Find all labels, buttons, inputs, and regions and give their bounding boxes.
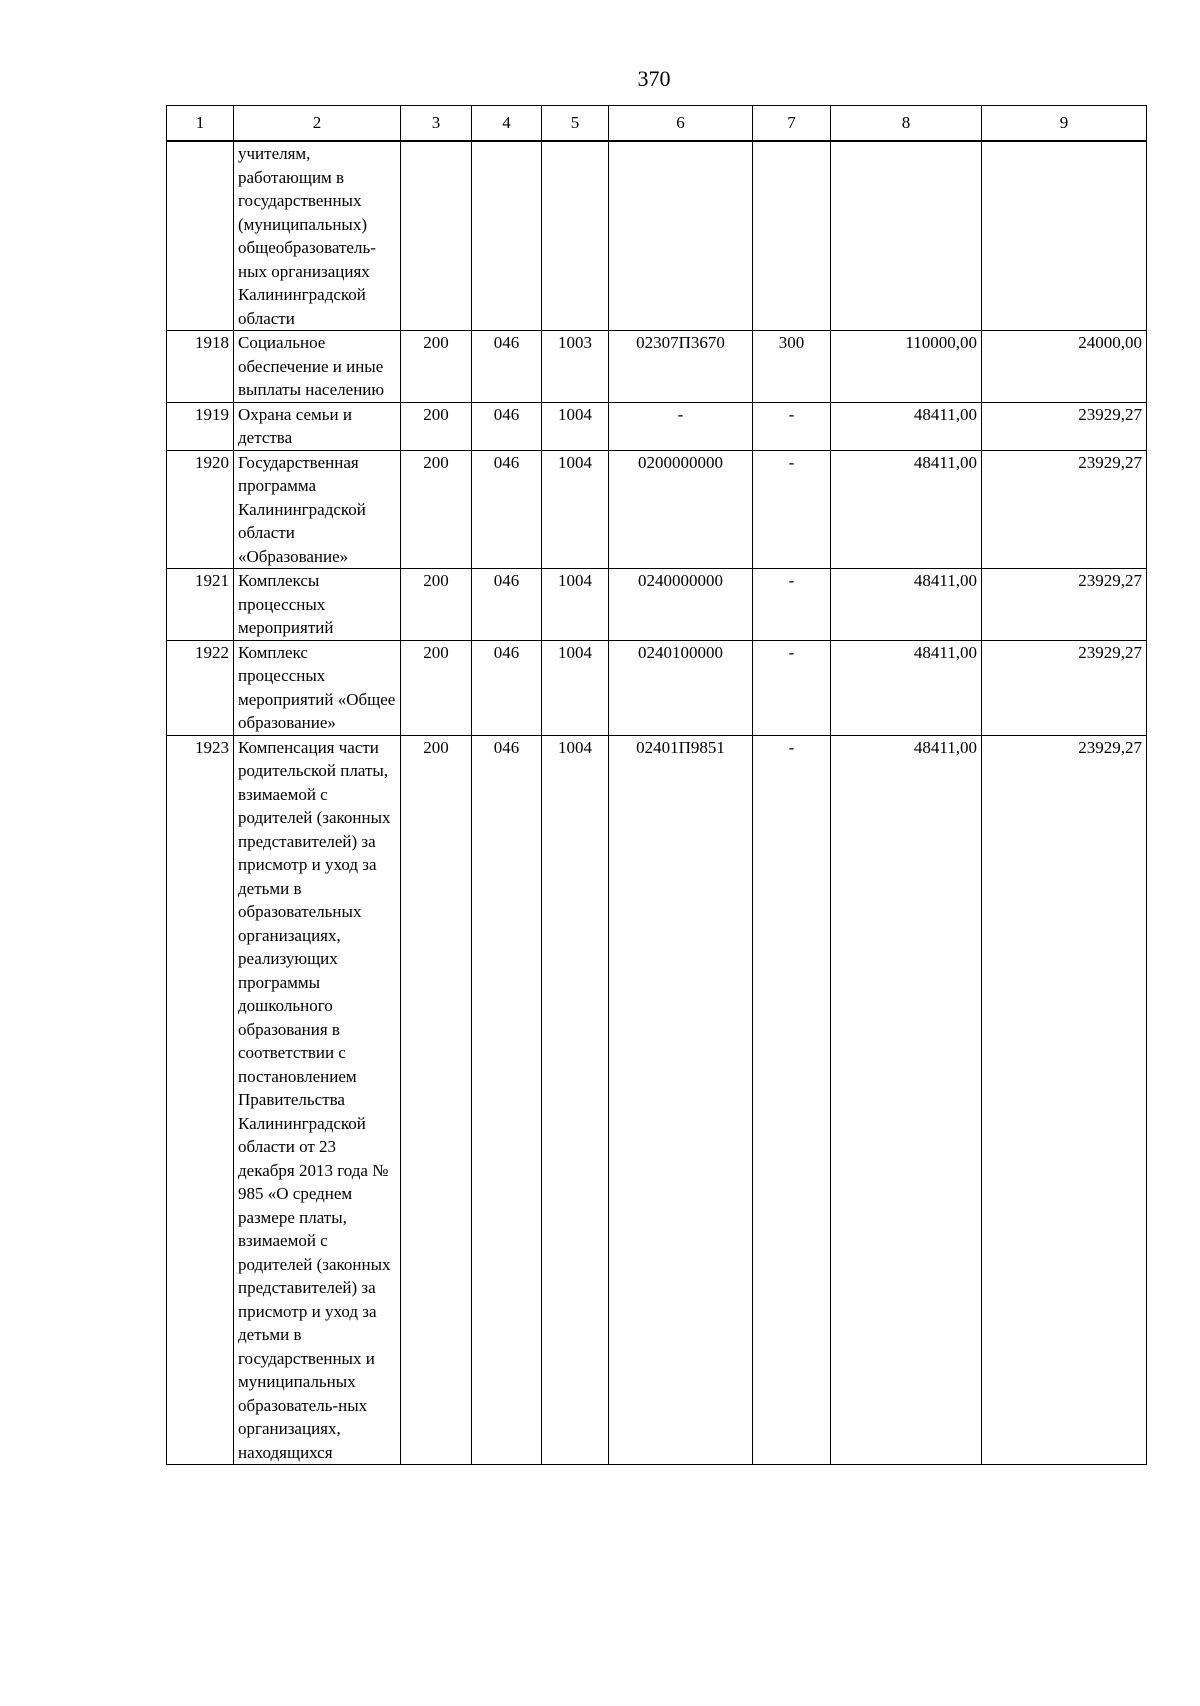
col4-cell: 046 <box>472 402 542 450</box>
empty-cell <box>753 141 831 331</box>
col5-cell: 1004 <box>542 735 609 1465</box>
target-code-cell: 0200000000 <box>609 450 753 569</box>
col5-cell: 1004 <box>542 569 609 641</box>
amount-col9-cell: 23929,27 <box>982 450 1147 569</box>
amount-col8-cell: 48411,00 <box>831 402 982 450</box>
amount-col8-cell: 48411,00 <box>831 640 982 735</box>
amount-col9-cell: 23929,27 <box>982 640 1147 735</box>
col5-cell: 1004 <box>542 640 609 735</box>
column-header-4: 4 <box>472 106 542 142</box>
target-code-cell: 02307П3670 <box>609 331 753 403</box>
empty-cell <box>831 141 982 331</box>
column-header-8: 8 <box>831 106 982 142</box>
page-number: 370 <box>637 66 671 91</box>
empty-cell <box>982 141 1147 331</box>
col3-cell: 200 <box>401 640 472 735</box>
target-code-cell: - <box>609 402 753 450</box>
table-row <box>167 569 1147 641</box>
row-name-cell: Социальное обеспечение и иные выплаты населению <box>234 331 401 403</box>
column-header-9: 9 <box>982 106 1147 142</box>
table-row <box>167 735 1147 1465</box>
empty-cell <box>609 141 753 331</box>
col3-cell: 200 <box>401 735 472 1465</box>
col3-cell: 200 <box>401 331 472 403</box>
expense-type-cell: 300 <box>753 331 831 403</box>
table-row-continuation <box>167 141 1147 331</box>
column-header-2: 2 <box>234 106 401 142</box>
row-name-cell: учителям, работающим в государственных (муниципальных) общеобразователь-ных организациях Калининградской области <box>234 141 401 331</box>
amount-col9-cell: 24000,00 <box>982 331 1147 403</box>
column-header-7: 7 <box>753 106 831 142</box>
row-number-cell: 1923 <box>167 735 234 1465</box>
row-name-cell: Охрана семьи и детства <box>234 402 401 450</box>
row-number-cell: 1920 <box>167 450 234 569</box>
amount-col9-cell: 23929,27 <box>982 402 1147 450</box>
row-name-cell: Компенсация части родительской платы, взимаемой с родителей (законных представителей) за присмотр и уход за детьми в образовательных организациях, реализующих программы дошкольного образования в соответствии с постановлением Правительства Калининградской области от 23 декабря 2013 года № 985 «О среднем размере платы, взимаемой с родителей (законных представителей) за присмотр и уход за детьми в государственных и муниципальных образователь-ных организациях, находящихся <box>234 735 401 1465</box>
col5-cell: 1004 <box>542 450 609 569</box>
row-name-cell: Комплекс процессных мероприятий «Общее образование» <box>234 640 401 735</box>
amount-col9-cell: 23929,27 <box>982 735 1147 1465</box>
table-header-row <box>167 106 1147 142</box>
table-row <box>167 331 1147 403</box>
table-row <box>167 450 1147 569</box>
expense-type-cell: - <box>753 640 831 735</box>
col4-cell: 046 <box>472 640 542 735</box>
target-code-cell: 02401П9851 <box>609 735 753 1465</box>
budget-table <box>166 105 1147 1465</box>
table-row <box>167 640 1147 735</box>
amount-col8-cell: 48411,00 <box>831 450 982 569</box>
col3-cell: 200 <box>401 402 472 450</box>
target-code-cell: 0240100000 <box>609 640 753 735</box>
expense-type-cell: - <box>753 569 831 641</box>
col5-cell: 1003 <box>542 331 609 403</box>
row-name-cell: Государственная программа Калининградской области «Образование» <box>234 450 401 569</box>
empty-cell <box>472 141 542 331</box>
row-number-cell <box>167 141 234 331</box>
column-header-3: 3 <box>401 106 472 142</box>
column-header-1: 1 <box>167 106 234 142</box>
row-number-cell: 1921 <box>167 569 234 641</box>
table-row <box>167 402 1147 450</box>
column-header-6: 6 <box>609 106 753 142</box>
amount-col8-cell: 110000,00 <box>831 331 982 403</box>
col3-cell: 200 <box>401 450 472 569</box>
column-header-5: 5 <box>542 106 609 142</box>
col4-cell: 046 <box>472 331 542 403</box>
row-number-cell: 1922 <box>167 640 234 735</box>
amount-col8-cell: 48411,00 <box>831 569 982 641</box>
row-number-cell: 1919 <box>167 402 234 450</box>
amount-col8-cell: 48411,00 <box>831 735 982 1465</box>
row-number-cell: 1918 <box>167 331 234 403</box>
row-name-cell: Комплексы процессных мероприятий <box>234 569 401 641</box>
col4-cell: 046 <box>472 569 542 641</box>
target-code-cell: 0240000000 <box>609 569 753 641</box>
empty-cell <box>542 141 609 331</box>
col4-cell: 046 <box>472 450 542 569</box>
col4-cell: 046 <box>472 735 542 1465</box>
col5-cell: 1004 <box>542 402 609 450</box>
col3-cell: 200 <box>401 569 472 641</box>
expense-type-cell: - <box>753 450 831 569</box>
expense-type-cell: - <box>753 402 831 450</box>
amount-col9-cell: 23929,27 <box>982 569 1147 641</box>
expense-type-cell: - <box>753 735 831 1465</box>
empty-cell <box>401 141 472 331</box>
